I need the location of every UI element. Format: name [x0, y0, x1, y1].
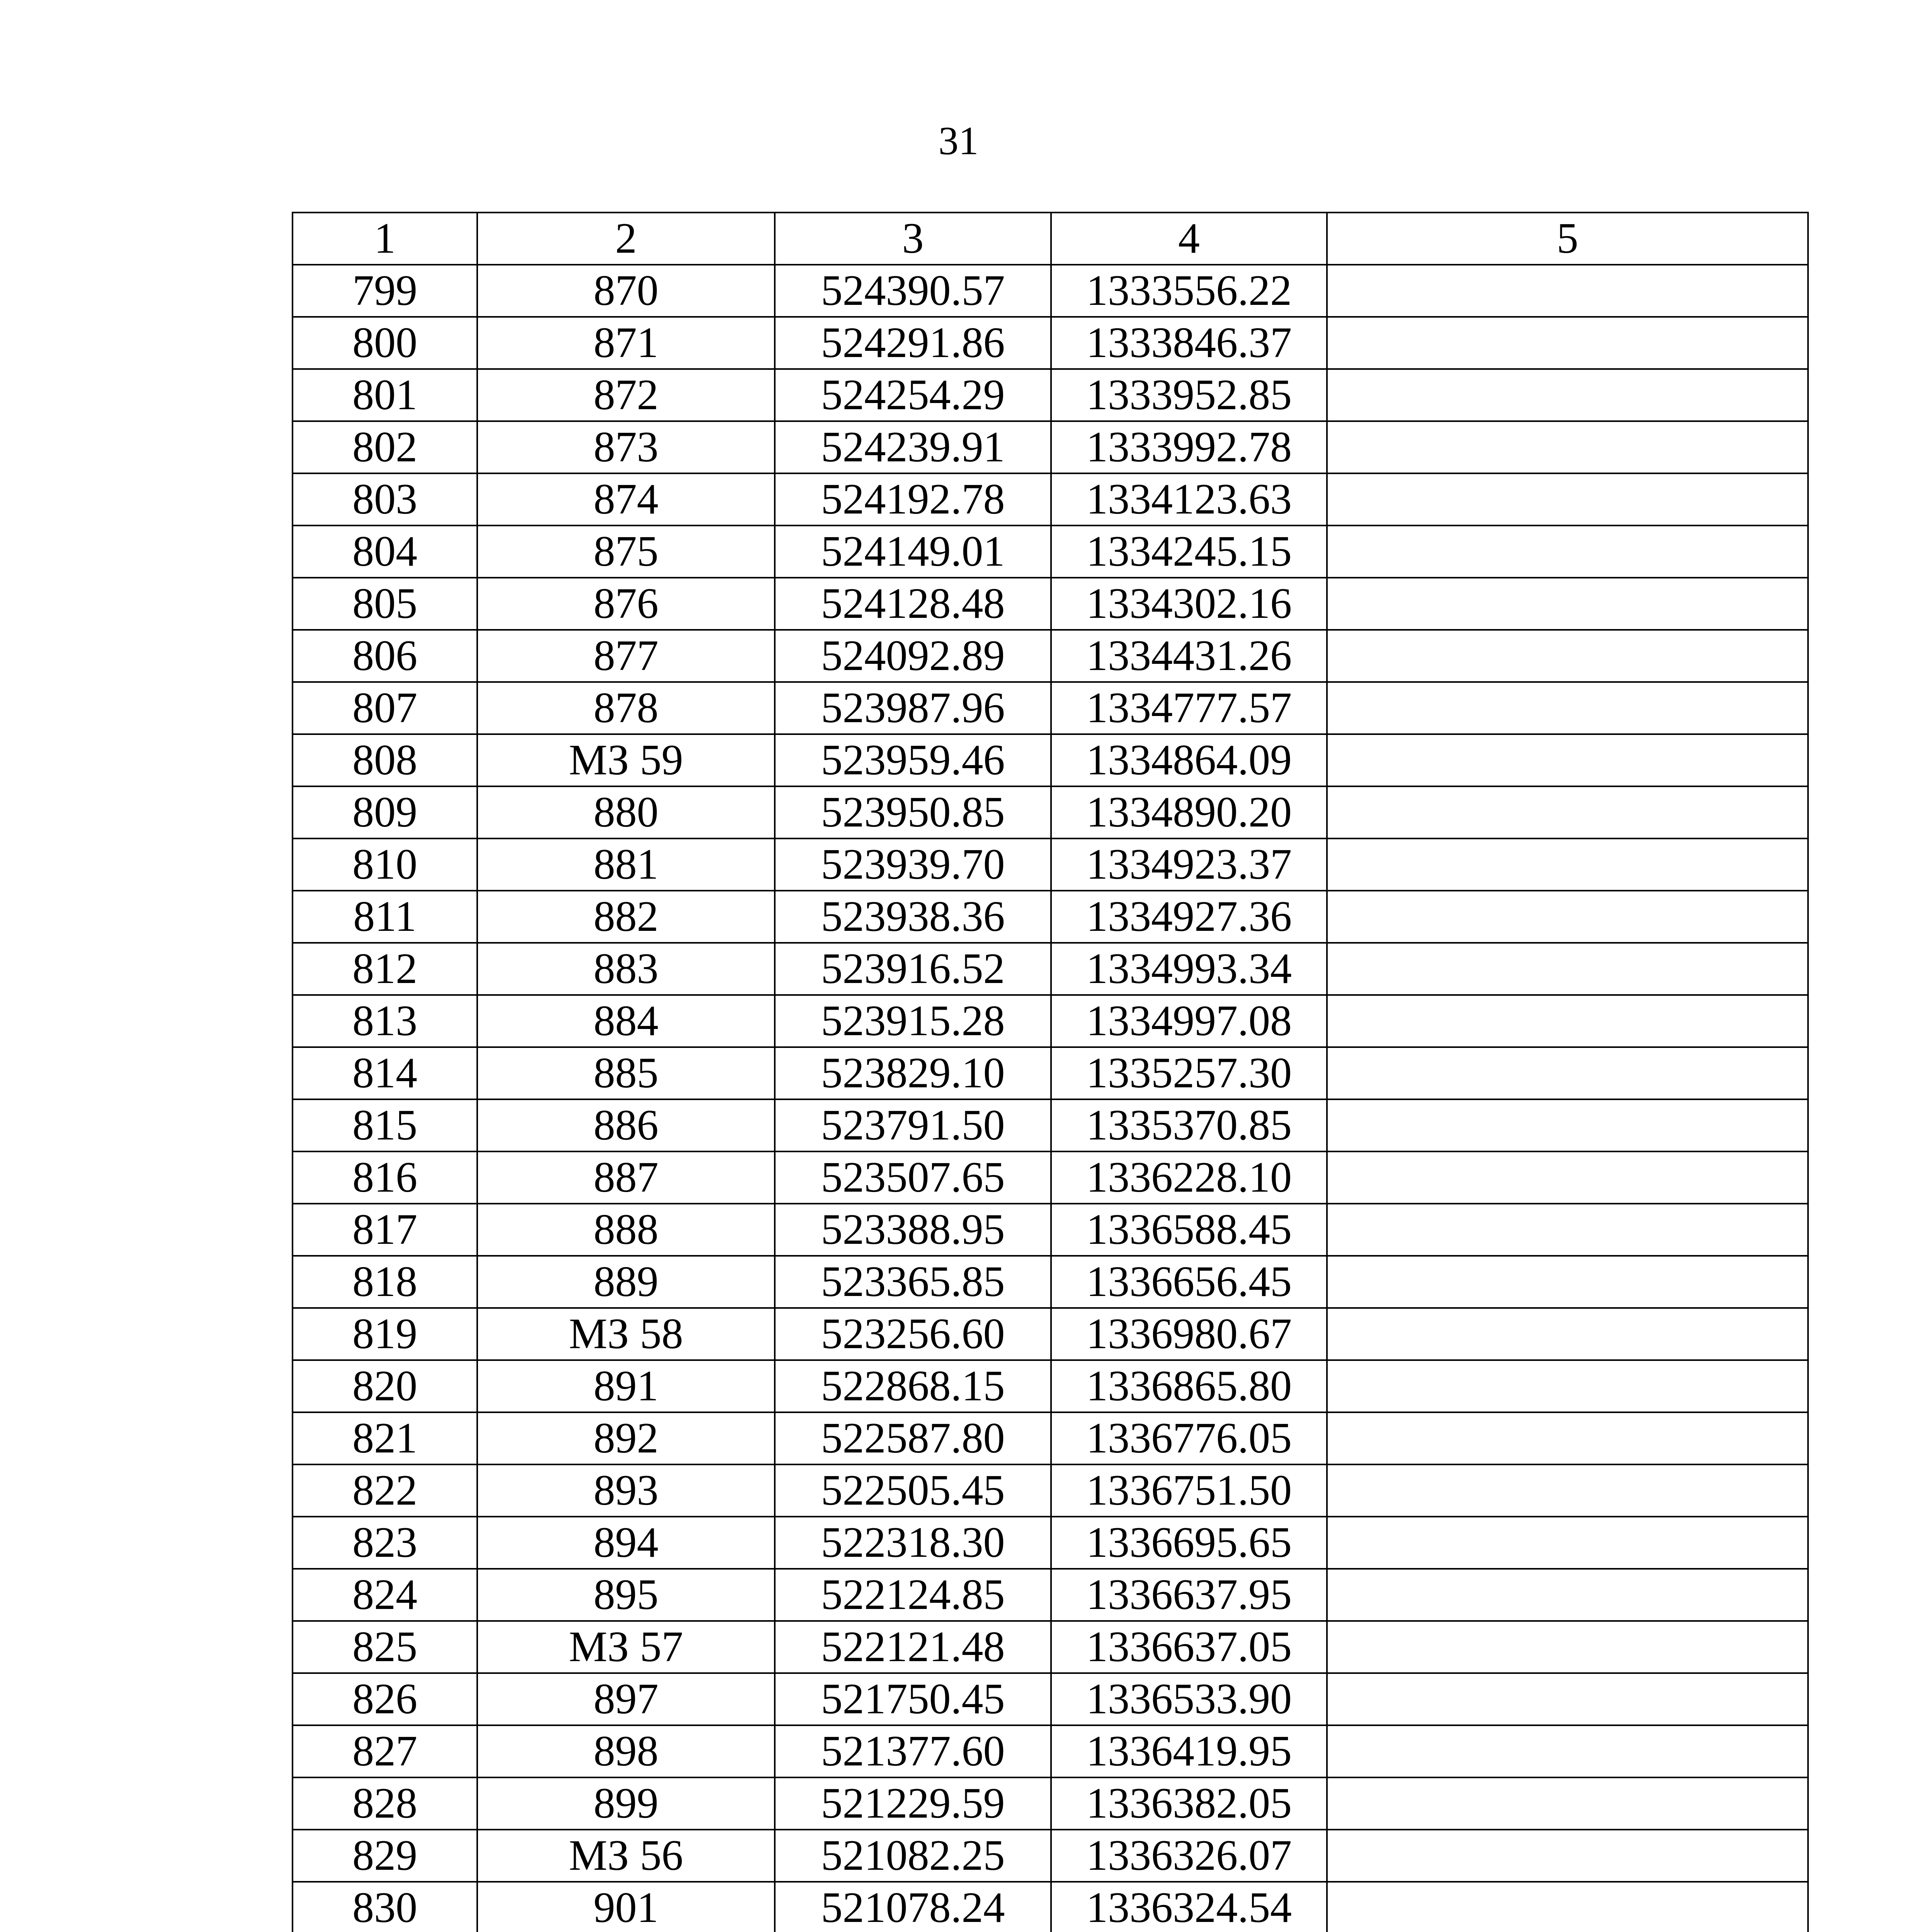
y-coordinate-cell: 1333992.78: [1051, 421, 1327, 473]
note-cell: [1327, 421, 1808, 473]
row-number-cell: 817: [293, 1204, 477, 1256]
note-cell: [1327, 838, 1808, 891]
x-coordinate-cell: 522121.48: [775, 1621, 1051, 1673]
note-cell: [1327, 1882, 1808, 1932]
point-id-cell: 894: [477, 1517, 775, 1569]
x-coordinate-cell: 523791.50: [775, 1099, 1051, 1151]
x-coordinate-cell: 524149.01: [775, 526, 1051, 578]
note-cell: [1327, 473, 1808, 526]
note-cell: [1327, 265, 1808, 317]
table-body: [293, 265, 1808, 1932]
row-number-cell: 818: [293, 1256, 477, 1308]
table-row: [293, 1099, 1808, 1151]
row-number-cell: 821: [293, 1412, 477, 1464]
table-row: [293, 1621, 1808, 1673]
x-coordinate-cell: 523938.36: [775, 891, 1051, 943]
note-cell: [1327, 734, 1808, 786]
note-cell: [1327, 1047, 1808, 1099]
table-row: [293, 1777, 1808, 1830]
column-header-5: 5: [1327, 213, 1808, 265]
x-coordinate-cell: 523959.46: [775, 734, 1051, 786]
point-id-cell: 899: [477, 1777, 775, 1830]
table-row: [293, 786, 1808, 838]
point-id-cell: МЗ 58: [477, 1308, 775, 1360]
y-coordinate-cell: 1333556.22: [1051, 265, 1327, 317]
point-id-cell: 895: [477, 1569, 775, 1621]
column-header-2: 2: [477, 213, 775, 265]
y-coordinate-cell: 1335370.85: [1051, 1099, 1327, 1151]
row-number-cell: 811: [293, 891, 477, 943]
row-number-cell: 823: [293, 1517, 477, 1569]
row-number-cell: 804: [293, 526, 477, 578]
x-coordinate-cell: 524254.29: [775, 369, 1051, 421]
table-row: [293, 1204, 1808, 1256]
header-row: [293, 213, 1808, 265]
y-coordinate-cell: 1336656.45: [1051, 1256, 1327, 1308]
row-number-cell: 830: [293, 1882, 477, 1932]
x-coordinate-cell: 522124.85: [775, 1569, 1051, 1621]
x-coordinate-cell: 523365.85: [775, 1256, 1051, 1308]
x-coordinate-cell: 521750.45: [775, 1673, 1051, 1725]
y-coordinate-cell: 1334302.16: [1051, 578, 1327, 630]
table-row: [293, 630, 1808, 682]
table-row: [293, 421, 1808, 473]
x-coordinate-cell: 523507.65: [775, 1151, 1051, 1204]
y-coordinate-cell: 1334997.08: [1051, 995, 1327, 1047]
x-coordinate-cell: 523829.10: [775, 1047, 1051, 1099]
row-number-cell: 819: [293, 1308, 477, 1360]
y-coordinate-cell: 1336637.05: [1051, 1621, 1327, 1673]
row-number-cell: 829: [293, 1830, 477, 1882]
x-coordinate-cell: 524239.91: [775, 421, 1051, 473]
page-number: 31: [938, 119, 979, 163]
x-coordinate-cell: 523939.70: [775, 838, 1051, 891]
point-id-cell: 871: [477, 317, 775, 369]
note-cell: [1327, 578, 1808, 630]
y-coordinate-cell: 1336533.90: [1051, 1673, 1327, 1725]
x-coordinate-cell: 523915.28: [775, 995, 1051, 1047]
point-id-cell: 878: [477, 682, 775, 734]
note-cell: [1327, 786, 1808, 838]
note-cell: [1327, 995, 1808, 1047]
coordinates-table: [292, 212, 1809, 1932]
y-coordinate-cell: 1336637.95: [1051, 1569, 1327, 1621]
x-coordinate-cell: 521082.25: [775, 1830, 1051, 1882]
table-row: [293, 1725, 1808, 1777]
x-coordinate-cell: 523256.60: [775, 1308, 1051, 1360]
y-coordinate-cell: 1336865.80: [1051, 1360, 1327, 1412]
table-row: [293, 1882, 1808, 1932]
note-cell: [1327, 630, 1808, 682]
table-row: [293, 526, 1808, 578]
y-coordinate-cell: 1336980.67: [1051, 1308, 1327, 1360]
x-coordinate-cell: 522318.30: [775, 1517, 1051, 1569]
table-row: [293, 1464, 1808, 1517]
row-number-cell: 810: [293, 838, 477, 891]
note-cell: [1327, 1360, 1808, 1412]
table-row: [293, 1517, 1808, 1569]
table-row: [293, 943, 1808, 995]
table-row: [293, 1151, 1808, 1204]
y-coordinate-cell: 1334993.34: [1051, 943, 1327, 995]
row-number-cell: 805: [293, 578, 477, 630]
row-number-cell: 826: [293, 1673, 477, 1725]
note-cell: [1327, 1830, 1808, 1882]
row-number-cell: 801: [293, 369, 477, 421]
point-id-cell: 876: [477, 578, 775, 630]
note-cell: [1327, 1412, 1808, 1464]
row-number-cell: 799: [293, 265, 477, 317]
table-row: [293, 578, 1808, 630]
row-number-cell: 807: [293, 682, 477, 734]
note-cell: [1327, 317, 1808, 369]
x-coordinate-cell: 524128.48: [775, 578, 1051, 630]
y-coordinate-cell: 1334123.63: [1051, 473, 1327, 526]
y-coordinate-cell: 1336751.50: [1051, 1464, 1327, 1517]
table-row: [293, 682, 1808, 734]
row-number-cell: 806: [293, 630, 477, 682]
row-number-cell: 815: [293, 1099, 477, 1151]
point-id-cell: 880: [477, 786, 775, 838]
column-header-4: 4: [1051, 213, 1327, 265]
point-id-cell: 872: [477, 369, 775, 421]
x-coordinate-cell: 522587.80: [775, 1412, 1051, 1464]
point-id-cell: 877: [477, 630, 775, 682]
table-header: [293, 213, 1808, 265]
row-number-cell: 827: [293, 1725, 477, 1777]
y-coordinate-cell: 1336382.05: [1051, 1777, 1327, 1830]
x-coordinate-cell: 523987.96: [775, 682, 1051, 734]
table-row: [293, 1569, 1808, 1621]
x-coordinate-cell: 523916.52: [775, 943, 1051, 995]
note-cell: [1327, 943, 1808, 995]
row-number-cell: 813: [293, 995, 477, 1047]
point-id-cell: 874: [477, 473, 775, 526]
table-row: [293, 265, 1808, 317]
y-coordinate-cell: 1336588.45: [1051, 1204, 1327, 1256]
point-id-cell: 884: [477, 995, 775, 1047]
point-id-cell: МЗ 57: [477, 1621, 775, 1673]
point-id-cell: 875: [477, 526, 775, 578]
x-coordinate-cell: 524092.89: [775, 630, 1051, 682]
point-id-cell: 887: [477, 1151, 775, 1204]
table-row: [293, 995, 1808, 1047]
y-coordinate-cell: 1333952.85: [1051, 369, 1327, 421]
note-cell: [1327, 1099, 1808, 1151]
table-row: [293, 1047, 1808, 1099]
y-coordinate-cell: 1334923.37: [1051, 838, 1327, 891]
note-cell: [1327, 369, 1808, 421]
y-coordinate-cell: 1336695.65: [1051, 1517, 1327, 1569]
row-number-cell: 814: [293, 1047, 477, 1099]
point-id-cell: 882: [477, 891, 775, 943]
row-number-cell: 802: [293, 421, 477, 473]
point-id-cell: 889: [477, 1256, 775, 1308]
note-cell: [1327, 1464, 1808, 1517]
y-coordinate-cell: 1336324.54: [1051, 1882, 1327, 1932]
note-cell: [1327, 1777, 1808, 1830]
x-coordinate-cell: 521078.24: [775, 1882, 1051, 1932]
column-header-1: 1: [293, 213, 477, 265]
point-id-cell: МЗ 56: [477, 1830, 775, 1882]
table-row: [293, 1256, 1808, 1308]
point-id-cell: 870: [477, 265, 775, 317]
note-cell: [1327, 1517, 1808, 1569]
note-cell: [1327, 891, 1808, 943]
point-id-cell: 893: [477, 1464, 775, 1517]
y-coordinate-cell: 1334777.57: [1051, 682, 1327, 734]
point-id-cell: 901: [477, 1882, 775, 1932]
table-row: [293, 1830, 1808, 1882]
table-row: [293, 838, 1808, 891]
x-coordinate-cell: 521377.60: [775, 1725, 1051, 1777]
table-row: [293, 473, 1808, 526]
row-number-cell: 820: [293, 1360, 477, 1412]
note-cell: [1327, 1204, 1808, 1256]
x-coordinate-cell: 524192.78: [775, 473, 1051, 526]
row-number-cell: 822: [293, 1464, 477, 1517]
row-number-cell: 808: [293, 734, 477, 786]
x-coordinate-cell: 521229.59: [775, 1777, 1051, 1830]
row-number-cell: 816: [293, 1151, 477, 1204]
x-coordinate-cell: 522868.15: [775, 1360, 1051, 1412]
point-id-cell: 883: [477, 943, 775, 995]
x-coordinate-cell: 524291.86: [775, 317, 1051, 369]
point-id-cell: 888: [477, 1204, 775, 1256]
row-number-cell: 825: [293, 1621, 477, 1673]
table-row: [293, 1412, 1808, 1464]
note-cell: [1327, 1673, 1808, 1725]
table-row: [293, 1673, 1808, 1725]
point-id-cell: МЗ 59: [477, 734, 775, 786]
y-coordinate-cell: 1333846.37: [1051, 317, 1327, 369]
note-cell: [1327, 682, 1808, 734]
row-number-cell: 809: [293, 786, 477, 838]
point-id-cell: 897: [477, 1673, 775, 1725]
row-number-cell: 812: [293, 943, 477, 995]
y-coordinate-cell: 1336776.05: [1051, 1412, 1327, 1464]
column-header-3: 3: [775, 213, 1051, 265]
y-coordinate-cell: 1334245.15: [1051, 526, 1327, 578]
point-id-cell: 892: [477, 1412, 775, 1464]
y-coordinate-cell: 1334890.20: [1051, 786, 1327, 838]
table-row: [293, 734, 1808, 786]
x-coordinate-cell: 522505.45: [775, 1464, 1051, 1517]
note-cell: [1327, 526, 1808, 578]
row-number-cell: 824: [293, 1569, 477, 1621]
x-coordinate-cell: 523388.95: [775, 1204, 1051, 1256]
y-coordinate-cell: 1336326.07: [1051, 1830, 1327, 1882]
note-cell: [1327, 1256, 1808, 1308]
y-coordinate-cell: 1336228.10: [1051, 1151, 1327, 1204]
x-coordinate-cell: 523950.85: [775, 786, 1051, 838]
note-cell: [1327, 1621, 1808, 1673]
table-row: [293, 369, 1808, 421]
y-coordinate-cell: 1334864.09: [1051, 734, 1327, 786]
y-coordinate-cell: 1334927.36: [1051, 891, 1327, 943]
table-row: [293, 891, 1808, 943]
note-cell: [1327, 1569, 1808, 1621]
row-number-cell: 828: [293, 1777, 477, 1830]
y-coordinate-cell: 1335257.30: [1051, 1047, 1327, 1099]
note-cell: [1327, 1725, 1808, 1777]
point-id-cell: 881: [477, 838, 775, 891]
point-id-cell: 886: [477, 1099, 775, 1151]
table-row: [293, 1360, 1808, 1412]
row-number-cell: 800: [293, 317, 477, 369]
y-coordinate-cell: 1334431.26: [1051, 630, 1327, 682]
note-cell: [1327, 1151, 1808, 1204]
note-cell: [1327, 1308, 1808, 1360]
table-row: [293, 1308, 1808, 1360]
point-id-cell: 898: [477, 1725, 775, 1777]
y-coordinate-cell: 1336419.95: [1051, 1725, 1327, 1777]
row-number-cell: 803: [293, 473, 477, 526]
point-id-cell: 891: [477, 1360, 775, 1412]
point-id-cell: 885: [477, 1047, 775, 1099]
table-row: [293, 317, 1808, 369]
point-id-cell: 873: [477, 421, 775, 473]
x-coordinate-cell: 524390.57: [775, 265, 1051, 317]
